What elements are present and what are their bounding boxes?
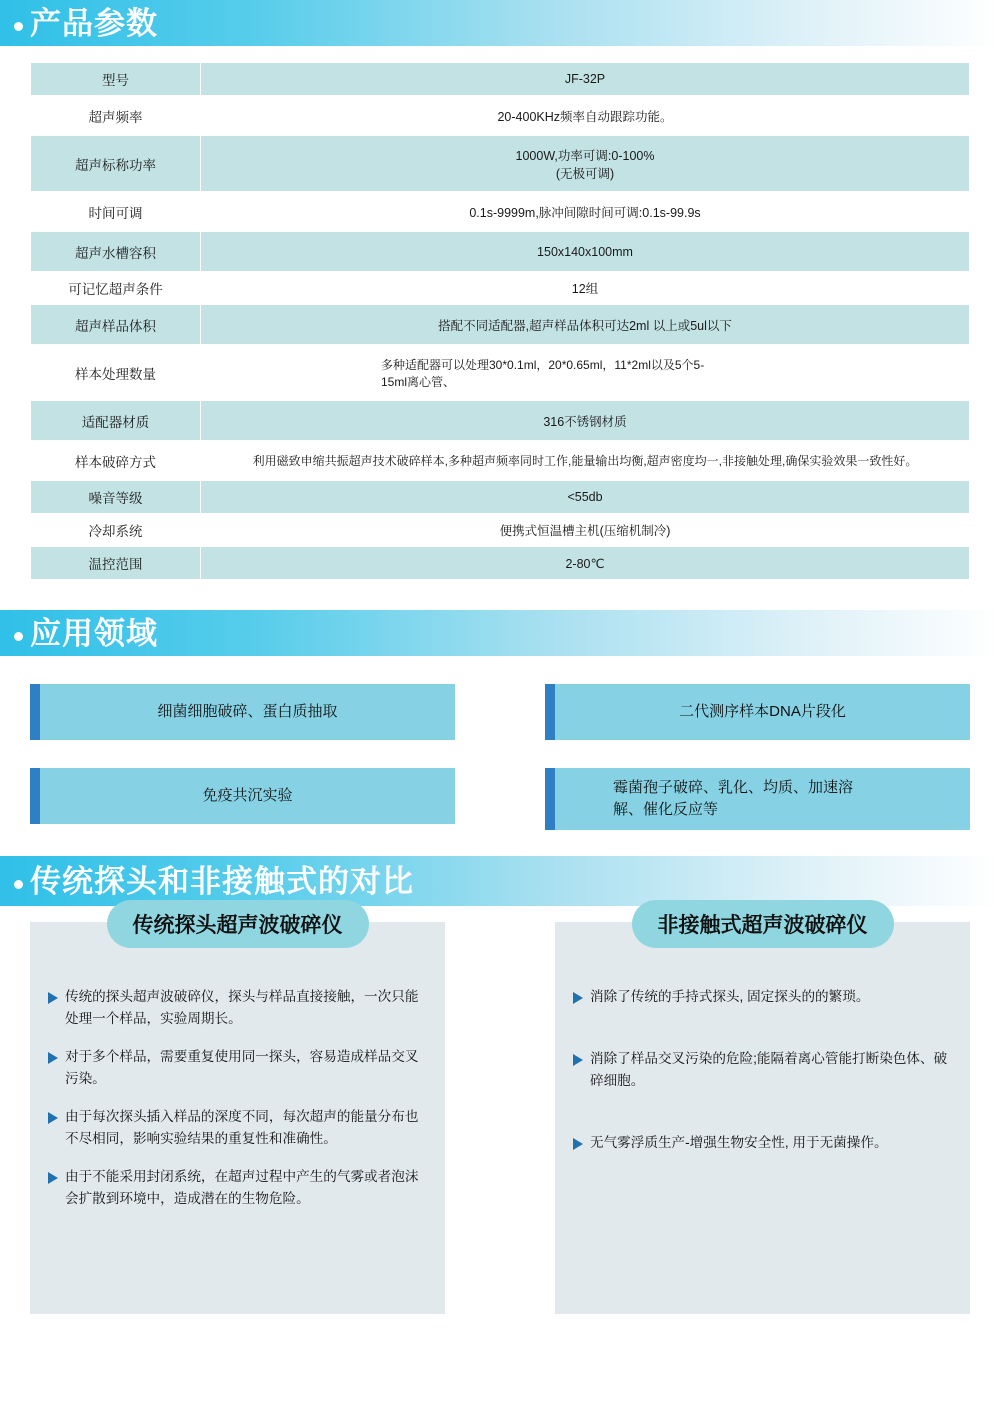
spec-value-line: 15ml离心管、 (381, 374, 456, 389)
spec-key: 适配器材质 (31, 401, 201, 441)
comparison-point-text: 由于每次探头插入样品的深度不同，每次超声的能量分布也不尽相同，影响实验结果的重复性和准确性。 (65, 1109, 419, 1147)
comparison-point-text: 消除了传统的手持式探头, 固定探头的的繁琐。 (590, 989, 870, 1004)
application-area-label-line: 解、催化反应等 (613, 801, 719, 818)
table-row (31, 345, 970, 401)
spec-value: 便携式恒温槽主机(压缩机制冷) (201, 514, 970, 547)
spec-value: 2-80℃ (201, 547, 970, 580)
application-area-card (545, 768, 970, 830)
bullet-dot-icon (14, 22, 23, 31)
bullet-dot-icon (14, 880, 23, 889)
list-item (573, 1048, 952, 1092)
comparison-card-traditional (30, 914, 445, 1314)
comparison-point-text: 由于不能采用封闭系统，在超声过程中产生的气雾或者泡沫会扩散到环境中，造成潜在的生物危险。 (65, 1169, 419, 1207)
comparison-point-list (573, 986, 952, 1154)
table-row (31, 192, 970, 232)
section-banner-applications (0, 610, 1000, 656)
application-area-label: 细菌细胞破碎、蛋白质抽取 (157, 703, 338, 721)
spec-key: 噪音等级 (31, 481, 201, 514)
comparison-card-contactless (555, 914, 970, 1314)
section-banner-comparison (0, 856, 1000, 906)
comparison-grid (0, 914, 1000, 1314)
spec-value-line: 1000W,功率可调:0-100% (515, 148, 655, 163)
application-area-label: 二代测序样本DNA片段化 (679, 703, 846, 721)
comparison-point-text: 对于多个样品，需要重复使用同一探头，容易造成样品交叉污染。 (65, 1049, 419, 1087)
list-item (48, 986, 427, 1030)
comparison-card-title: 传统探头超声波破碎仪 (107, 900, 369, 948)
spec-key: 超声标称功率 (31, 136, 201, 192)
application-area-card (30, 768, 455, 824)
spec-key: 超声频率 (31, 96, 201, 136)
product-spec-table (30, 62, 970, 580)
section-title-spec: 产品参数 (30, 5, 158, 41)
table-row (31, 96, 970, 136)
triangle-bullet-icon (573, 992, 583, 1004)
table-row (31, 481, 970, 514)
table-row (31, 401, 970, 441)
section-banner-spec (0, 0, 1000, 46)
spec-key: 冷却系统 (31, 514, 201, 547)
table-row (31, 63, 970, 96)
comparison-point-text: 无气雾浮质生产-增强生物安全性, 用于无菌操作。 (590, 1135, 888, 1151)
triangle-bullet-icon (48, 1052, 58, 1064)
spec-value: 0.1s-9999m,脉冲间隙时间可调:0.1s-99.9s (201, 192, 970, 232)
spec-key: 时间可调 (31, 192, 201, 232)
table-row (31, 272, 970, 305)
spec-value: 20-400KHz频率自动跟踪功能。 (201, 96, 970, 136)
table-row (31, 305, 970, 345)
spec-key: 样本处理数量 (31, 345, 201, 401)
spec-table-container (0, 62, 1000, 580)
triangle-bullet-icon (48, 1172, 58, 1184)
spec-key: 超声样品体积 (31, 305, 201, 345)
bullet-dot-icon (14, 632, 23, 641)
application-area-card (30, 684, 455, 740)
section-title-comparison: 传统探头和非接触式的对比 (30, 863, 414, 899)
spec-value (201, 345, 970, 401)
triangle-bullet-icon (48, 992, 58, 1004)
triangle-bullet-icon (573, 1138, 583, 1150)
spec-value: 12组 (201, 272, 970, 305)
comparison-point-text: 传统的探头超声波破碎仪，探头与样品直接接触，一次只能处理一个样品，实验周期长。 (65, 989, 419, 1027)
list-item (48, 1046, 427, 1090)
table-row (31, 441, 970, 481)
spec-value: <55db (201, 481, 970, 514)
list-item (48, 1106, 427, 1150)
list-item (573, 986, 952, 1008)
application-area-card (545, 684, 970, 740)
comparison-point-text: 消除了样品交叉污染的危险;能隔着离心管能打断染色体、破碎细胞。 (590, 1051, 948, 1089)
application-area-label (555, 777, 970, 821)
triangle-bullet-icon (48, 1112, 58, 1124)
table-row (31, 514, 970, 547)
spec-value: 150x140x100mm (201, 232, 970, 272)
spec-key: 样本破碎方式 (31, 441, 201, 481)
spec-value: 316不锈钢材质 (201, 401, 970, 441)
application-area-label-line: 霉菌孢子破碎、乳化、均质、加速溶 (613, 779, 854, 797)
section-title-applications: 应用领域 (30, 615, 158, 651)
spec-key: 型号 (31, 63, 201, 96)
spec-value-line: 多种适配器可以处理30*0.1ml，20*0.65ml，11*2ml以及5个5- (381, 357, 705, 372)
list-item (48, 1166, 427, 1210)
comparison-card-title: 非接触式超声波破碎仪 (632, 900, 894, 948)
spec-value: 利用磁致申缩共振超声技术破碎样本,多种超声频率同时工作,能量输出均衡,超声密度均一,非接触处理,确保实验效果一致性好。 (201, 441, 970, 481)
list-item (573, 1132, 952, 1154)
spec-key: 可记忆超声条件 (31, 272, 201, 305)
spec-key: 温控范围 (31, 547, 201, 580)
comparison-point-list (48, 986, 427, 1210)
application-area-label: 免疫共沉实验 (202, 787, 293, 805)
table-row (31, 547, 970, 580)
spec-value: 搭配不同适配器,超声样品体积可达2ml 以上或5ul以下 (201, 305, 970, 345)
spec-key: 超声水槽容积 (31, 232, 201, 272)
application-areas-grid (0, 684, 1000, 830)
triangle-bullet-icon (573, 1054, 583, 1066)
table-row (31, 232, 970, 272)
spec-value (201, 136, 970, 192)
table-row (31, 136, 970, 192)
spec-value-line: (无极可调) (555, 166, 615, 181)
spec-value: JF-32P (201, 63, 970, 96)
